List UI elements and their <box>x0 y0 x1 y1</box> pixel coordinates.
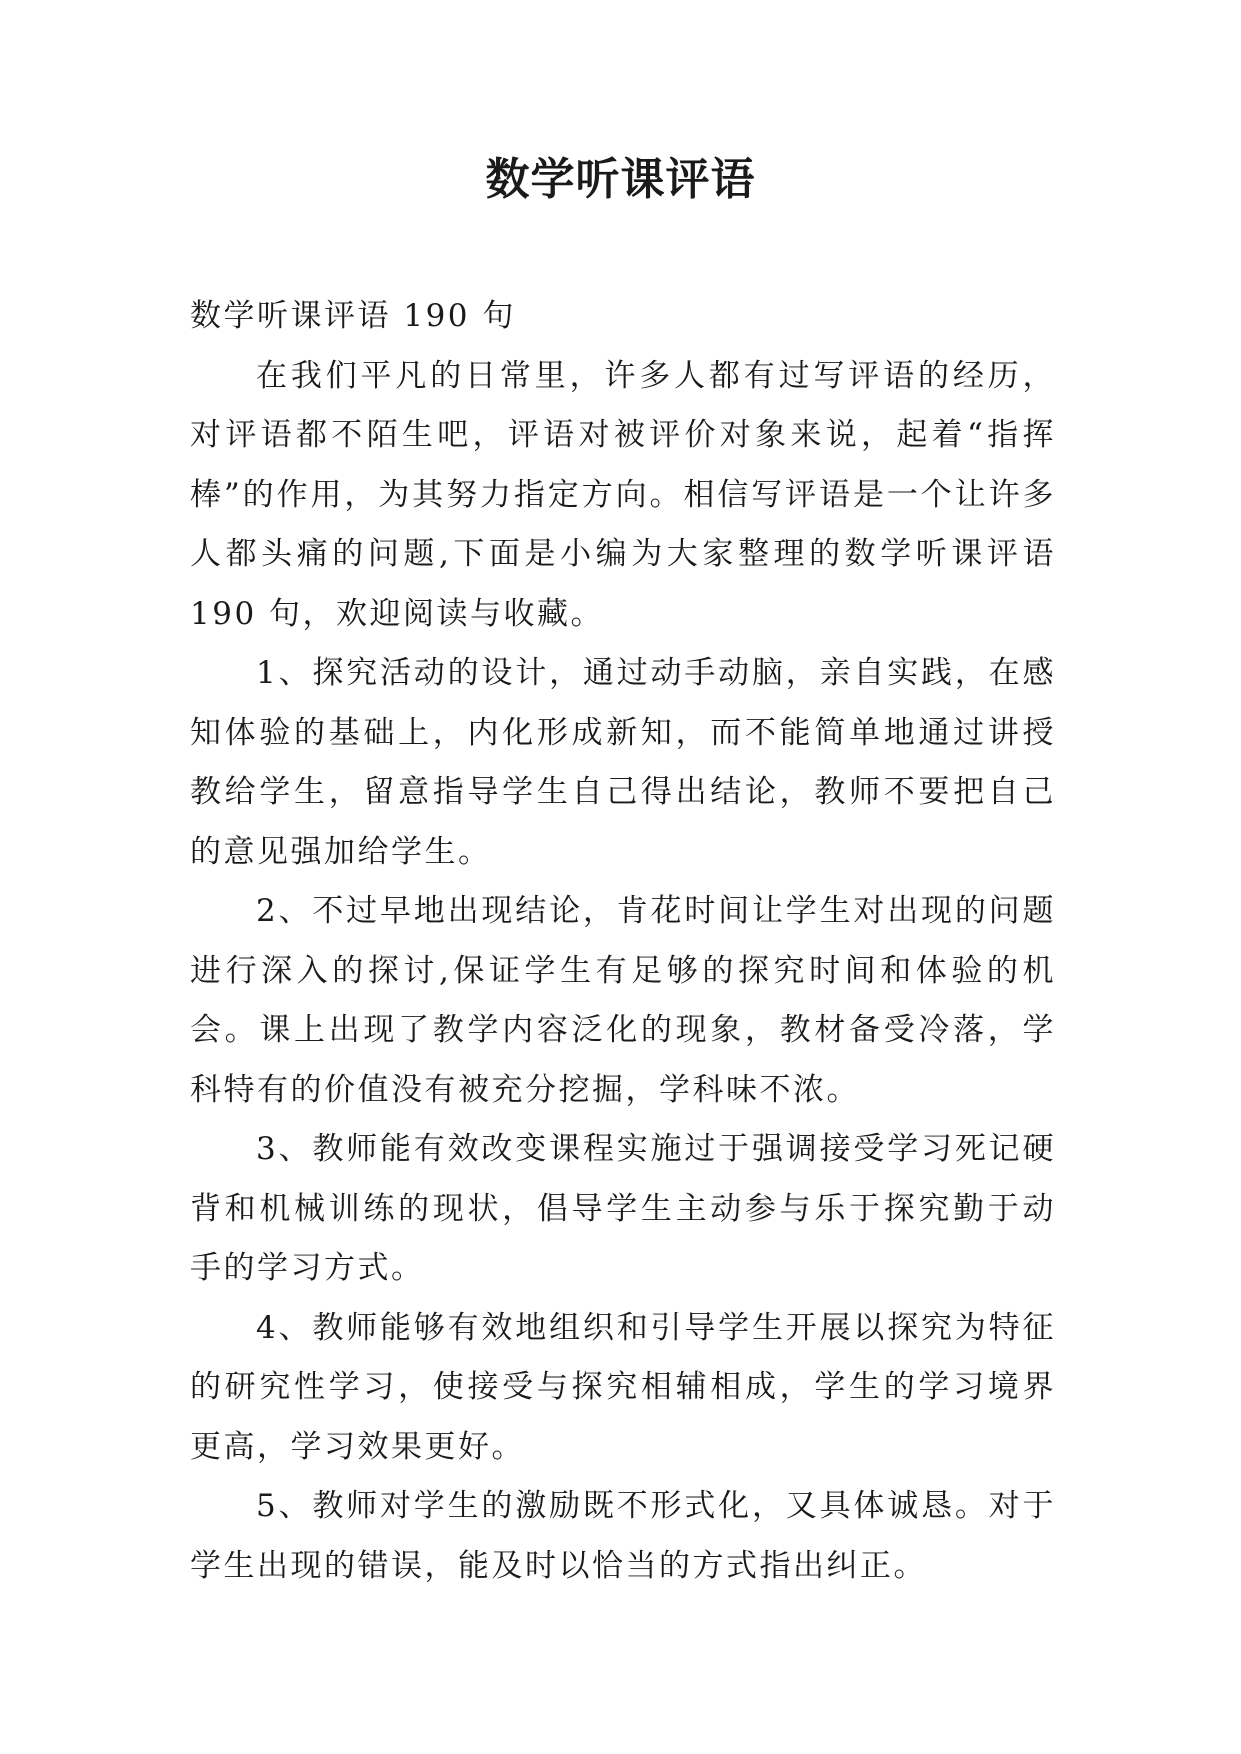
comment-item-1: 1、探究活动的设计，通过动手动脑，亲自实践，在感知体验的基础上，内化形成新知，而不能简单地通过讲授教给学生，留意指导学生自己得出结论，教师不要把自己的意见强加给学生。 <box>190 655 1056 870</box>
comment-item-3: 3、教师能有效改变课程实施过于强调接受学习死记硬背和机械训练的现状，倡导学生主动参与乐于探究勤于动手的学习方式。 <box>190 1131 1056 1286</box>
comment-item-4: 4、教师能够有效地组织和引导学生开展以探究为特征的研究性学习，使接受与探究相辅相成，学生的学习境界更高，学习效果更好。 <box>190 1309 1056 1465</box>
intro-paragraph: 在我们平凡的日常里，许多人都有过写评语的经历，对评语都不陌生吧，评语对被评价对象来说，起着“指挥棒”的作用，为其努力指定方向。相信写评语是一个让许多人都头痛的问题,下面是小编为大家整理的数学听课评语 190 句，欢迎阅读与收藏。 <box>190 357 1056 632</box>
document-title: 数学听课评语 <box>485 154 756 205</box>
document-subtitle: 数学听课评语 190 句 <box>190 298 516 334</box>
comment-item-5: 5、教师对学生的激励既不形式化，又具体诚恳。对于学生出现的错误，能及时以恰当的方式指出纠正。 <box>190 1488 1056 1584</box>
comment-item-2: 2、不过早地出现结论，肯花时间让学生对出现的问题进行深入的探讨,保证学生有足够的探究时间和体验的机会。课上出现了教学内容泛化的现象，教材备受冷落，学科特有的价值没有被充分挖掘，学科味不浓。 <box>190 893 1056 1108</box>
document-body <box>190 287 1056 1596</box>
